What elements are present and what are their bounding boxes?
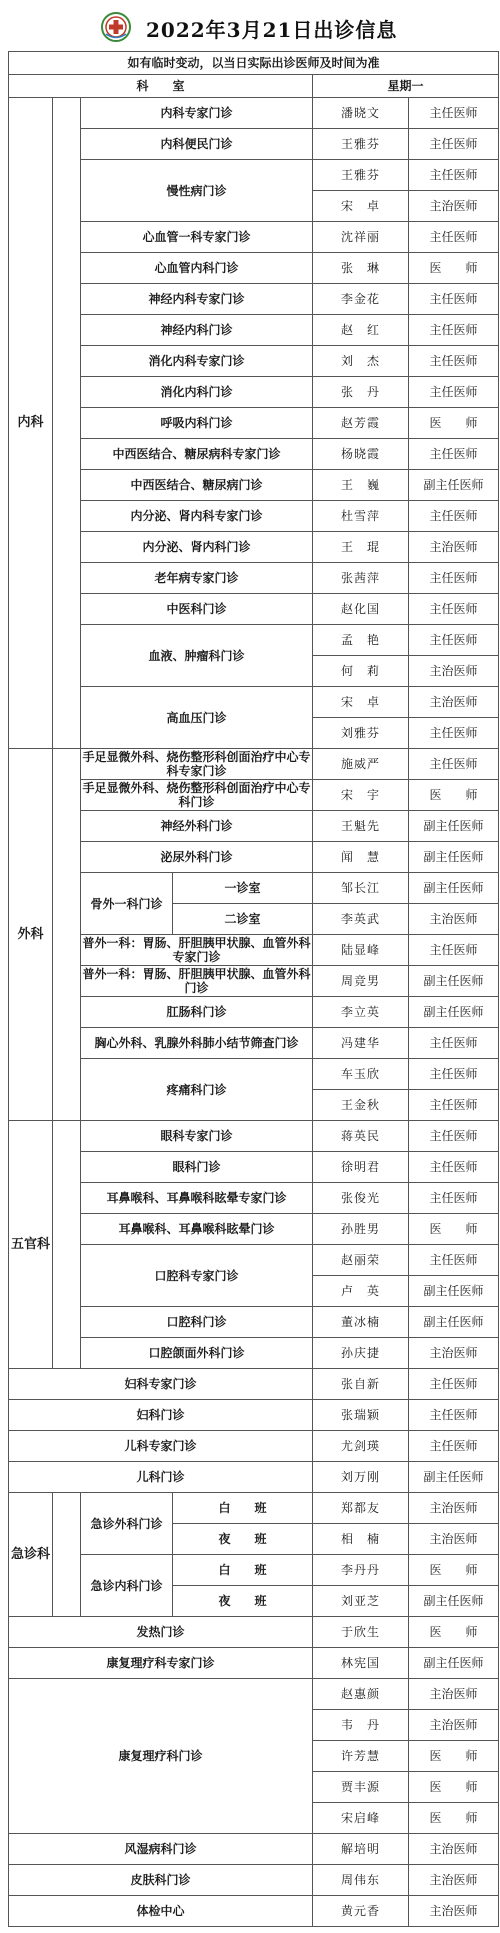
dept-name: 内科便民门诊 <box>81 129 313 160</box>
doctor-title: 主治医师 <box>409 1865 499 1896</box>
doctor-title: 主任医师 <box>409 935 499 966</box>
doctor-title: 副主任医师 <box>409 811 499 842</box>
shift-label: 白 班 <box>173 1555 313 1586</box>
doctor-name: 张自新 <box>313 1369 409 1400</box>
doctor-name: 贾丰源 <box>313 1772 409 1803</box>
doctor-title: 医 师 <box>409 1617 499 1648</box>
doctor-title: 主治医师 <box>409 1493 499 1524</box>
doctor-name: 刘雅芬 <box>313 718 409 749</box>
doctor-title: 主任医师 <box>409 1431 499 1462</box>
dept-name: 消化内科门诊 <box>81 377 313 408</box>
room-name: 一诊室 <box>173 873 313 904</box>
doctor-name: 张茜萍 <box>313 563 409 594</box>
dept-name: 急诊外科门诊 <box>81 1493 173 1555</box>
header-day: 星期一 <box>313 75 499 98</box>
doctor-title: 主任医师 <box>409 315 499 346</box>
header-dept: 科 室 <box>9 75 313 98</box>
doctor-title: 副主任医师 <box>409 997 499 1028</box>
dept-name: 神经内科门诊 <box>81 315 313 346</box>
schedule-sheet <box>8 8 498 1932</box>
notice: 如有临时变动，以当日实际出诊医师及时间为准 <box>9 52 499 75</box>
doctor-title: 主任医师 <box>409 563 499 594</box>
doctor-name: 相 楠 <box>313 1524 409 1555</box>
dept-name: 中西医结合、糖尿病门诊 <box>81 470 313 501</box>
doctor-name: 沈祥丽 <box>313 222 409 253</box>
doctor-title: 医 师 <box>409 1214 499 1245</box>
dept-name: 血液、肿瘤科门诊 <box>81 625 313 687</box>
doctor-name: 周竞男 <box>313 966 409 997</box>
dept-name: 泌尿外科门诊 <box>81 842 313 873</box>
doctor-name: 孙庆捷 <box>313 1338 409 1369</box>
dept-name: 儿科门诊 <box>9 1462 313 1493</box>
category-jizhen: 急诊科 <box>9 1493 53 1617</box>
doctor-name: 潘晓文 <box>313 98 409 129</box>
doctor-name: 孙胜男 <box>313 1214 409 1245</box>
spacer <box>53 749 81 1121</box>
dept-name: 中医科门诊 <box>81 594 313 625</box>
dept-name: 耳鼻喉科、耳鼻喉科眩晕门诊 <box>81 1214 313 1245</box>
doctor-title: 副主任医师 <box>409 873 499 904</box>
dept-name: 康复理疗科专家门诊 <box>9 1648 313 1679</box>
dept-name: 普外一科：胃肠、肝胆胰甲状腺、血管外科门诊 <box>82 967 311 995</box>
doctor-title: 医 师 <box>409 408 499 439</box>
doctor-name: 林宪国 <box>313 1648 409 1679</box>
doctor-name: 张 琳 <box>313 253 409 284</box>
shift-label: 夜 班 <box>173 1586 313 1617</box>
doctor-name: 赵芳霞 <box>313 408 409 439</box>
doctor-title: 主任医师 <box>409 98 499 129</box>
doctor-name: 车玉欣 <box>313 1059 409 1090</box>
doctor-name: 黄元香 <box>313 1896 409 1927</box>
doctor-name: 刘 杰 <box>313 346 409 377</box>
doctor-title: 医 师 <box>409 1772 499 1803</box>
dept-name: 康复理疗科门诊 <box>9 1679 313 1834</box>
doctor-title: 主治医师 <box>409 1338 499 1369</box>
doctor-name: 王 巍 <box>313 470 409 501</box>
doctor-name: 韦 丹 <box>313 1710 409 1741</box>
dept-name: 神经外科门诊 <box>81 811 313 842</box>
dept-name: 疼痛科门诊 <box>81 1059 313 1121</box>
doctor-title: 主任医师 <box>409 439 499 470</box>
doctor-title: 主治医师 <box>409 687 499 718</box>
dept-name: 手足显微外科、烧伤整形科创面治疗中心专科专家门诊 <box>82 750 311 778</box>
doctor-name: 何 莉 <box>313 656 409 687</box>
doctor-name: 施威严 <box>313 749 409 780</box>
doctor-name: 王雅芬 <box>313 160 409 191</box>
dept-name: 内科专家门诊 <box>81 98 313 129</box>
dept-name: 老年病专家门诊 <box>81 563 313 594</box>
doctor-title: 副主任医师 <box>409 1586 499 1617</box>
doctor-title: 主任医师 <box>409 346 499 377</box>
doctor-name: 于欣生 <box>313 1617 409 1648</box>
doctor-title: 主任医师 <box>409 625 499 656</box>
doctor-name: 杜雪萍 <box>313 501 409 532</box>
dept-name: 手足显微外科、烧伤整形科创面治疗中心专科门诊 <box>82 781 311 809</box>
dept-name: 眼科专家门诊 <box>81 1121 313 1152</box>
doctor-title: 副主任医师 <box>409 1307 499 1338</box>
doctor-title: 主任医师 <box>409 1183 499 1214</box>
doctor-name: 李立英 <box>313 997 409 1028</box>
doctor-title: 副主任医师 <box>409 966 499 997</box>
doctor-name: 周伟东 <box>313 1865 409 1896</box>
doctor-name: 王雅芬 <box>313 129 409 160</box>
dept-name: 消化内科专家门诊 <box>81 346 313 377</box>
schedule-table <box>8 51 499 1927</box>
doctor-title: 主任医师 <box>409 1090 499 1121</box>
doctor-title: 主治医师 <box>409 904 499 935</box>
dept-name: 内分泌、肾内科门诊 <box>81 532 313 563</box>
doctor-title: 主治医师 <box>409 1896 499 1927</box>
category-wuguan: 五官科 <box>9 1121 53 1369</box>
doctor-title: 医 师 <box>409 1803 499 1834</box>
doctor-name: 卢 英 <box>313 1276 409 1307</box>
doctor-name: 郑都友 <box>313 1493 409 1524</box>
doctor-name: 尤剑瑛 <box>313 1431 409 1462</box>
doctor-name: 孟 艳 <box>313 625 409 656</box>
doctor-title: 主任医师 <box>409 377 499 408</box>
dept-name: 耳鼻喉科、耳鼻喉科眩晕专家门诊 <box>81 1183 313 1214</box>
doctor-title: 医 师 <box>409 253 499 284</box>
dept-name: 儿科专家门诊 <box>9 1431 313 1462</box>
dept-name: 急诊内科门诊 <box>81 1555 173 1617</box>
dept-name: 呼吸内科门诊 <box>81 408 313 439</box>
doctor-name: 解培明 <box>313 1834 409 1865</box>
doctor-name: 徐明君 <box>313 1152 409 1183</box>
doctor-title: 医 师 <box>409 1555 499 1586</box>
page-title: 2022年3月21日出诊信息 <box>146 18 398 42</box>
doctor-name: 刘亚芝 <box>313 1586 409 1617</box>
doctor-name: 宋 宇 <box>313 780 409 811</box>
dept-name: 妇科专家门诊 <box>9 1369 313 1400</box>
category-neike: 内科 <box>9 98 53 749</box>
doctor-title: 主治医师 <box>409 1524 499 1555</box>
doctor-title: 主治医师 <box>409 656 499 687</box>
doctor-name: 邹长江 <box>313 873 409 904</box>
doctor-title: 主任医师 <box>409 594 499 625</box>
dept-name: 体检中心 <box>9 1896 313 1927</box>
doctor-name: 闻 慧 <box>313 842 409 873</box>
dept-name: 发热门诊 <box>9 1617 313 1648</box>
dept-name: 心血管内科门诊 <box>81 253 313 284</box>
doctor-title: 主任医师 <box>409 1121 499 1152</box>
dept-name: 口腔科门诊 <box>81 1307 313 1338</box>
doctor-title: 主任医师 <box>409 284 499 315</box>
doctor-title: 副主任医师 <box>409 1276 499 1307</box>
doctor-title: 主治医师 <box>409 1834 499 1865</box>
doctor-title: 主治医师 <box>409 532 499 563</box>
spacer <box>53 1121 81 1369</box>
dept-name: 皮肤科门诊 <box>9 1865 313 1896</box>
dept-name: 眼科门诊 <box>81 1152 313 1183</box>
page-header <box>8 8 498 51</box>
doctor-name: 宋 卓 <box>313 191 409 222</box>
doctor-title: 主任医师 <box>409 1028 499 1059</box>
doctor-name: 张俊光 <box>313 1183 409 1214</box>
doctor-title: 主任医师 <box>409 129 499 160</box>
spacer <box>53 98 81 749</box>
doctor-name: 张瑞颖 <box>313 1400 409 1431</box>
dept-name: 内分泌、肾内科专家门诊 <box>81 501 313 532</box>
doctor-title: 主治医师 <box>409 1679 499 1710</box>
room-name: 二诊室 <box>173 904 313 935</box>
doctor-name: 宋 卓 <box>313 687 409 718</box>
doctor-name: 陆显峰 <box>313 935 409 966</box>
doctor-title: 医 师 <box>409 1741 499 1772</box>
dept-name: 口腔科专家门诊 <box>81 1245 313 1307</box>
hospital-logo-icon <box>101 12 131 42</box>
doctor-title: 主任医师 <box>409 718 499 749</box>
dept-name: 口腔颌面外科门诊 <box>81 1338 313 1369</box>
doctor-title: 副主任医师 <box>409 470 499 501</box>
doctor-name: 李金花 <box>313 284 409 315</box>
doctor-name: 许芳慧 <box>313 1741 409 1772</box>
doctor-name: 刘万刚 <box>313 1462 409 1493</box>
doctor-title: 主任医师 <box>409 1245 499 1276</box>
dept-name: 肛肠科门诊 <box>81 997 313 1028</box>
dept-name: 慢性病门诊 <box>81 160 313 222</box>
dept-name: 心血管一科专家门诊 <box>81 222 313 253</box>
doctor-name: 王魁先 <box>313 811 409 842</box>
doctor-name: 赵化国 <box>313 594 409 625</box>
doctor-name: 蒋英民 <box>313 1121 409 1152</box>
shift-label: 夜 班 <box>173 1524 313 1555</box>
doctor-title: 主任医师 <box>409 1400 499 1431</box>
doctor-title: 主任医师 <box>409 1152 499 1183</box>
doctor-name: 赵 红 <box>313 315 409 346</box>
doctor-name: 李丹丹 <box>313 1555 409 1586</box>
doctor-name: 冯建华 <box>313 1028 409 1059</box>
doctor-title: 主任医师 <box>409 501 499 532</box>
dept-name: 妇科门诊 <box>9 1400 313 1431</box>
dept-name: 风湿病科门诊 <box>9 1834 313 1865</box>
dept-name: 胸心外科、乳腺外科肺小结节筛查门诊 <box>81 1028 313 1059</box>
doctor-name: 王金秋 <box>313 1090 409 1121</box>
category-waike: 外科 <box>9 749 53 1121</box>
doctor-name: 董冰楠 <box>313 1307 409 1338</box>
doctor-name: 赵惠颜 <box>313 1679 409 1710</box>
dept-name: 高血压门诊 <box>81 687 313 749</box>
doctor-title: 主任医师 <box>409 1369 499 1400</box>
doctor-title: 副主任医师 <box>409 842 499 873</box>
doctor-title: 副主任医师 <box>409 1462 499 1493</box>
doctor-title: 主任医师 <box>409 160 499 191</box>
doctor-title: 副主任医师 <box>409 1648 499 1679</box>
dept-name: 中西医结合、糖尿病科专家门诊 <box>81 439 313 470</box>
doctor-title: 主治医师 <box>409 191 499 222</box>
doctor-name: 杨晓霞 <box>313 439 409 470</box>
doctor-name: 张 丹 <box>313 377 409 408</box>
spacer <box>53 1493 81 1617</box>
dept-name: 普外一科：胃肠、肝胆胰甲状腺、血管外科专家门诊 <box>82 936 311 964</box>
doctor-title: 主任医师 <box>409 222 499 253</box>
doctor-title: 主任医师 <box>409 749 499 780</box>
doctor-title: 主治医师 <box>409 1710 499 1741</box>
dept-name: 骨外一科门诊 <box>81 873 173 935</box>
dept-name: 神经内科专家门诊 <box>81 284 313 315</box>
doctor-name: 李英武 <box>313 904 409 935</box>
doctor-title: 主任医师 <box>409 1059 499 1090</box>
doctor-name: 宋启峰 <box>313 1803 409 1834</box>
doctor-name: 赵丽荣 <box>313 1245 409 1276</box>
doctor-title: 医 师 <box>409 780 499 811</box>
doctor-name: 王 琨 <box>313 532 409 563</box>
shift-label: 白 班 <box>173 1493 313 1524</box>
